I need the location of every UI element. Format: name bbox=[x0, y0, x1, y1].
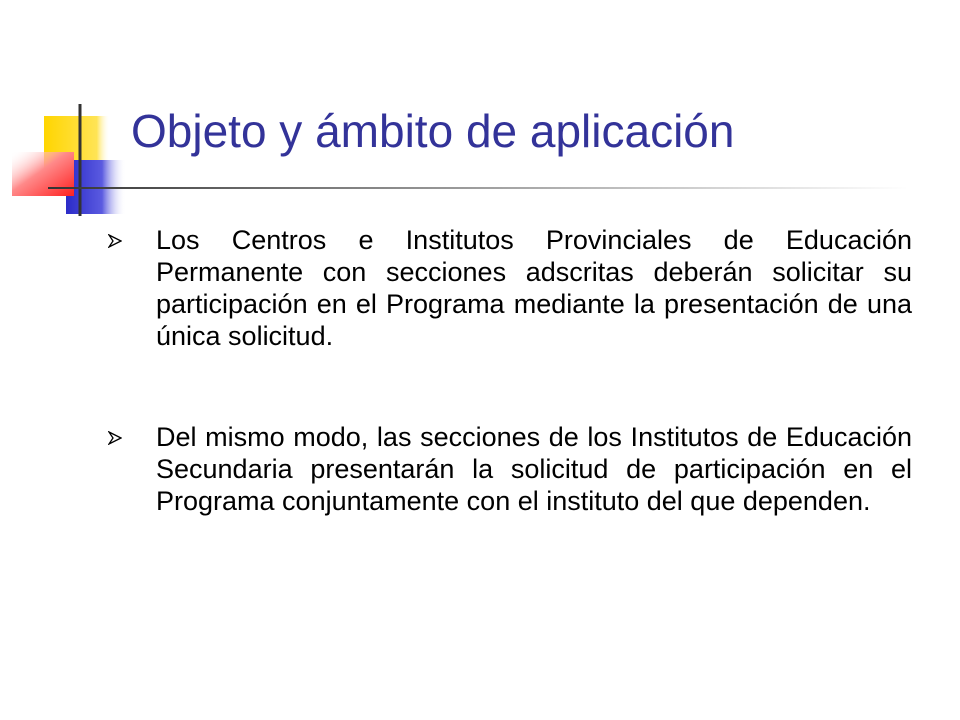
bullet-item bbox=[108, 421, 912, 517]
corner-decoration-icon bbox=[0, 0, 140, 230]
arrowhead-bullet-icon bbox=[108, 234, 122, 248]
deco-red-square bbox=[12, 152, 74, 196]
arrowhead-bullet-icon bbox=[108, 431, 122, 445]
slide-title: Objeto y ámbito de aplicación bbox=[131, 105, 735, 157]
bullet-text: Del mismo modo, las secciones de los Institutos de Educación Secundaria presentarán la solicitud de participación en el Programa conjuntamente con el instituto del que dependen. bbox=[156, 422, 912, 516]
bullet-item bbox=[108, 224, 912, 352]
bullet-text: Los Centros e Institutos Provinciales de Educación Permanente con secciones adscritas deberán solicitar su participación en el Programa mediante la presentación de una única solicitud. bbox=[156, 225, 912, 351]
title-underline bbox=[48, 187, 908, 189]
